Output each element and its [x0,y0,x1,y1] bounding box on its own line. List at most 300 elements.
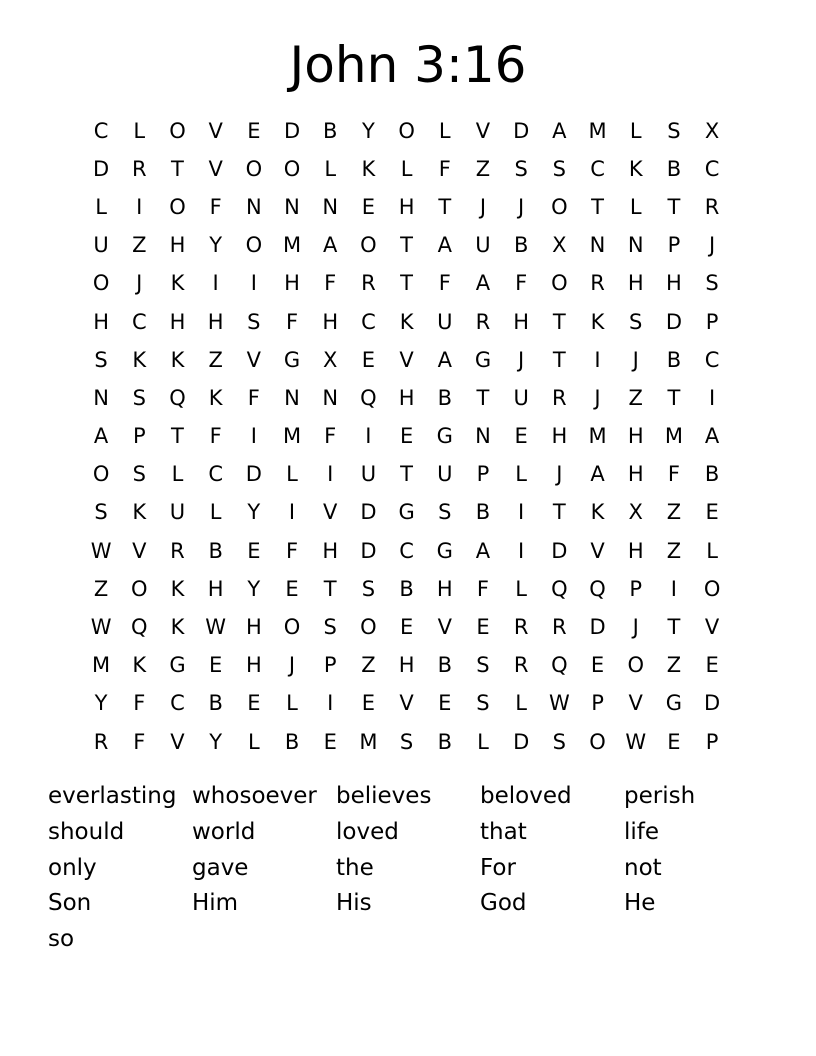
grid-letter: Z [132,233,147,258]
grid-letter: D [513,729,530,754]
word-list-item: everlasting [48,783,177,809]
word-list-item: so [48,926,75,953]
grid-letter: C [170,691,185,716]
grid-letter: N [322,194,339,219]
grid-letter: G [665,691,683,716]
word-list-item: only [48,854,97,881]
grid-letter: Y [247,500,261,525]
grid-letter: H [436,576,453,601]
grid-letter: T [552,347,566,372]
grid-letter: S [94,500,108,525]
grid-letter: K [590,309,605,334]
grid-letter: A [552,118,567,143]
grid-letter: X [323,347,338,372]
grid-letter: E [285,576,299,601]
grid-letter: H [398,385,415,410]
grid-letter: D [245,462,262,487]
grid-letter: M [92,653,111,678]
grid-letter: E [705,653,719,678]
grid-letter: S [476,653,490,678]
grid-letter: J [632,347,639,372]
grid-letter: F [667,462,680,487]
grid-letter: Y [94,691,108,716]
grid-letter: K [170,271,185,296]
grid-letter: Z [666,500,682,525]
grid-letter: Y [361,118,375,143]
grid-letter: E [438,691,452,716]
grid-letter: S [476,691,490,716]
grid-letter: Q [169,385,186,410]
grid-letter: K [170,347,185,372]
grid-letter: R [361,271,376,296]
grid-letter: R [552,615,567,640]
grid-letter: P [591,691,604,716]
grid-letter: C [131,309,147,334]
grid-letter: E [247,118,261,143]
grid-letter: D [665,309,682,334]
grid-letter: W [205,615,227,640]
grid-letter: H [169,233,186,258]
grid-letter: L [286,691,298,716]
grid-letter: O [398,118,415,143]
grid-letter: K [628,156,643,181]
grid-letter: E [247,538,261,563]
grid-letter: R [513,615,529,640]
grid-letter: P [705,309,719,334]
grid-letter: L [515,576,527,601]
grid-letter: V [323,500,338,525]
grid-letter: O [703,576,721,601]
grid-letter: R [131,156,147,181]
grid-letter: D [360,500,377,525]
grid-letter: O [245,156,263,181]
grid-letter: M [282,424,302,449]
grid-letter: V [628,691,643,716]
grid-letter: S [132,385,146,410]
grid-letter: E [590,653,605,678]
grid-letter: E [705,500,719,525]
grid-letter: H [627,271,644,296]
grid-letter: S [361,576,376,601]
grid-letter: B [284,729,300,754]
grid-letter: V [437,615,452,640]
grid-letter: B [437,729,452,754]
grid-letter: O [627,653,644,678]
grid-letter: P [667,233,681,258]
grid-letter: Z [666,538,682,563]
grid-letter: L [95,194,107,219]
grid-letter: F [247,385,260,410]
grid-letter: N [627,233,644,258]
grid-letter: H [513,309,530,334]
grid-letter: A [323,233,338,258]
grid-letter: B [666,156,682,181]
grid-letter: L [171,462,184,487]
grid-letter: P [705,729,719,754]
grid-letter: E [323,729,337,754]
grid-letter: F [133,729,146,754]
grid-letter: K [208,385,223,410]
grid-letter: M [588,118,607,143]
grid-letter: L [515,691,527,716]
grid-letter: B [399,576,414,601]
grid-letter: Y [209,233,223,258]
grid-letter: J [479,194,487,219]
grid-letter: T [552,309,566,334]
grid-letter: B [323,118,338,143]
grid-letter: C [704,156,720,181]
grid-letter: T [667,615,681,640]
word-list-item: not [624,854,662,881]
word-list-item: should [48,818,125,845]
grid-letter: T [552,500,566,525]
grid-letter: F [515,271,528,296]
grid-letter: D [93,156,110,181]
grid-letter: C [590,156,605,181]
grid-letter: G [436,538,453,563]
grid-letter: Z [666,653,682,678]
grid-letter: V [399,691,414,716]
grid-letter: S [94,347,108,372]
grid-letter: R [93,729,109,754]
grid-letter: H [207,576,224,601]
grid-letter: H [245,653,262,678]
grid-letter: I [518,500,525,525]
grid-letter: U [513,385,529,410]
grid-letter: D [551,538,568,563]
grid-letter: P [323,653,337,678]
grid-letter: Q [551,576,568,601]
grid-letter: O [360,615,377,640]
grid-letter: L [400,156,413,181]
grid-letter: U [169,500,186,525]
grid-letter: T [171,156,184,181]
grid-letter: A [590,462,605,487]
grid-letter: W [90,538,112,563]
grid-letter: S [629,309,643,334]
grid-letter: B [437,385,452,410]
grid-letter: Z [628,385,643,410]
grid-letter: S [132,462,146,487]
grid-letter: B [513,233,529,258]
grid-letter: H [551,424,568,449]
grid-letter: I [327,691,334,716]
grid-letter: I [518,538,525,563]
grid-letter: F [438,156,451,181]
grid-letter: F [324,271,337,296]
grid-letter: A [437,347,452,372]
grid-letter: H [398,653,415,678]
grid-letter: C [399,538,414,563]
word-list-item: perish [624,783,696,809]
grid-letter: T [171,424,184,449]
grid-letter: L [286,462,298,487]
grid-letter: A [437,233,452,258]
grid-letter: R [513,653,529,678]
grid-letter: M [359,729,378,754]
grid-letter: F [133,691,146,716]
grid-letter: E [247,691,261,716]
grid-letter: E [399,615,414,640]
grid-letter: H [666,271,682,296]
grid-letter: B [208,691,223,716]
grid-letter: W [90,615,112,640]
grid-letter: V [208,118,223,143]
grid-letter: N [475,424,491,449]
grid-letter: L [477,729,489,754]
grid-letter: O [92,462,110,487]
grid-letter: J [632,615,639,640]
grid-letter: H [245,615,262,640]
grid-letter: E [361,194,376,219]
grid-letter: O [131,576,148,601]
word-list-item: that [480,818,527,845]
word-list-item: whosoever [192,783,317,809]
grid-letter: F [285,309,299,334]
grid-letter: E [667,729,681,754]
grid-letter: D [283,118,301,143]
grid-letter: V [475,118,491,143]
grid-letter: S [438,500,452,525]
grid-letter: I [708,385,716,410]
grid-letter: U [475,233,491,258]
grid-letter: H [322,538,339,563]
grid-letter: I [594,347,601,372]
word-list-item: He [624,890,656,917]
grid-letter: I [250,424,257,449]
grid-letter: T [400,462,413,487]
grid-letter: H [322,309,339,334]
grid-letter: X [552,233,567,258]
grid-letter: O [245,233,263,258]
grid-letter: N [589,233,606,258]
grid-letter: T [591,194,604,219]
grid-letter: N [322,385,339,410]
grid-letter: J [518,347,525,372]
grid-letter: O [169,118,186,143]
grid-letter: F [476,576,490,601]
grid-letter: R [704,194,720,219]
grid-letter: Z [93,576,109,601]
grid-letter: J [708,233,716,258]
grid-letter: O [551,271,568,296]
word-list-item: Him [192,890,239,917]
grid-letter: Z [475,156,491,181]
grid-letter: C [704,347,720,372]
grid-letter: Q [360,385,377,410]
grid-letter: M [282,233,302,258]
word-list-item: loved [336,818,399,845]
word-list-item: world [192,818,256,845]
grid-letter: N [245,194,262,219]
grid-letter: L [706,538,718,563]
grid-letter: L [133,118,146,143]
grid-letter: J [556,462,563,487]
grid-letter: F [285,538,299,563]
grid-letter: A [704,424,720,449]
grid-letter: S [667,118,681,143]
grid-letter: T [400,233,413,258]
grid-letter: E [361,691,376,716]
grid-letter: A [475,538,491,563]
grid-letter: V [590,538,605,563]
letter-grid [82,112,732,761]
grid-letter: H [93,309,109,334]
word-list [48,779,788,958]
grid-letter: H [627,462,644,487]
grid-letter: R [552,385,567,410]
grid-letter: O [589,729,606,754]
word-list-item: Son [48,890,92,917]
grid-letter: K [361,156,376,181]
grid-letter: K [132,347,147,372]
grid-letter: N [93,385,109,410]
grid-letter: T [438,194,452,219]
grid-letter: E [514,424,528,449]
grid-letter: O [169,194,186,219]
grid-letter: T [667,194,681,219]
grid-letter: S [399,729,414,754]
page-title: John 3:16 [289,36,527,94]
grid-letter: S [247,309,261,334]
word-list-item: gave [192,854,249,881]
grid-letter: T [476,385,490,410]
grid-letter: T [400,271,413,296]
grid-letter: F [209,194,222,219]
grid-letter: T [323,576,337,601]
grid-letter: C [361,309,376,334]
word-list-item: beloved [480,783,572,809]
grid-letter: O [551,194,568,219]
grid-letter: I [365,424,372,449]
grid-letter: I [250,271,257,296]
grid-letter: K [132,500,147,525]
grid-letter: M [588,424,607,449]
grid-letter: D [513,118,530,143]
grid-letter: P [629,576,643,601]
grid-letter: R [475,309,491,334]
grid-letter: L [438,118,451,143]
grid-letter: M [664,424,683,449]
grid-letter: V [704,615,720,640]
word-list-item: believes [336,783,432,809]
grid-letter: B [475,500,491,525]
grid-letter: J [288,653,296,678]
grid-letter: O [360,233,377,258]
grid-letter: L [629,118,642,143]
grid-letter: E [209,653,223,678]
grid-letter: I [212,271,219,296]
grid-letter: Y [247,576,261,601]
grid-letter: F [324,424,337,449]
grid-letter: Q [589,576,606,601]
grid-letter: L [209,500,222,525]
grid-letter: S [323,615,337,640]
grid-letter: B [208,538,223,563]
grid-letter: U [360,462,377,487]
grid-letter: J [518,194,525,219]
grid-letter: F [438,271,451,296]
grid-letter: L [629,194,642,219]
grid-letter: K [170,615,185,640]
grid-letter: B [437,653,452,678]
grid-letter: K [590,500,605,525]
word-list-item: His [336,890,372,917]
grid-letter: Q [551,653,568,678]
grid-letter: E [476,615,490,640]
grid-letter: G [283,347,301,372]
grid-letter: G [436,424,453,449]
grid-letter: A [93,424,109,449]
grid-letter: O [92,271,110,296]
grid-letter: K [399,309,414,334]
grid-letter: Z [361,653,376,678]
grid-letter: X [628,500,643,525]
grid-letter: C [93,118,109,143]
grid-letter: E [399,424,414,449]
word-list-item: life [624,818,660,845]
grid-letter: S [552,729,567,754]
grid-letter: N [284,194,300,219]
grid-letter: I [327,462,334,487]
grid-letter: W [625,729,647,754]
grid-letter: V [208,156,223,181]
grid-letter: H [627,538,644,563]
grid-letter: D [360,538,377,563]
grid-letter: J [136,271,143,296]
grid-letter: G [169,653,186,678]
word-list-item: God [480,890,527,917]
word-list-item: For [480,854,516,881]
grid-letter: L [247,729,260,754]
grid-letter: T [667,385,681,410]
grid-letter: H [169,309,186,334]
word-list-item: the [336,854,374,881]
grid-letter: F [209,424,222,449]
grid-letter: S [705,271,719,296]
grid-letter: U [437,309,453,334]
grid-letter: D [704,691,721,716]
grid-letter: K [132,653,147,678]
grid-letter: W [548,691,570,716]
grid-letter: J [594,385,601,410]
grid-letter: I [288,500,296,525]
grid-letter: S [552,156,567,181]
grid-letter: G [398,500,415,525]
grid-letter: Y [209,729,223,754]
grid-letter: V [170,729,185,754]
grid-letter: G [474,347,492,372]
grid-letter: U [93,233,109,258]
grid-letter: I [670,576,677,601]
grid-letter: H [284,271,300,296]
grid-letter: H [398,194,415,219]
grid-letter: P [476,462,490,487]
grid-letter: X [704,118,720,143]
grid-letter: C [208,462,223,487]
grid-letter: A [475,271,491,296]
grid-letter: H [627,424,644,449]
grid-letter: E [361,347,376,372]
grid-letter: N [284,385,300,410]
grid-letter: O [283,615,301,640]
grid-letter: V [132,538,147,563]
grid-letter: I [136,194,143,219]
grid-letter: K [170,576,185,601]
grid-letter: R [170,538,185,563]
grid-letter: L [515,462,527,487]
grid-letter: L [324,156,337,181]
